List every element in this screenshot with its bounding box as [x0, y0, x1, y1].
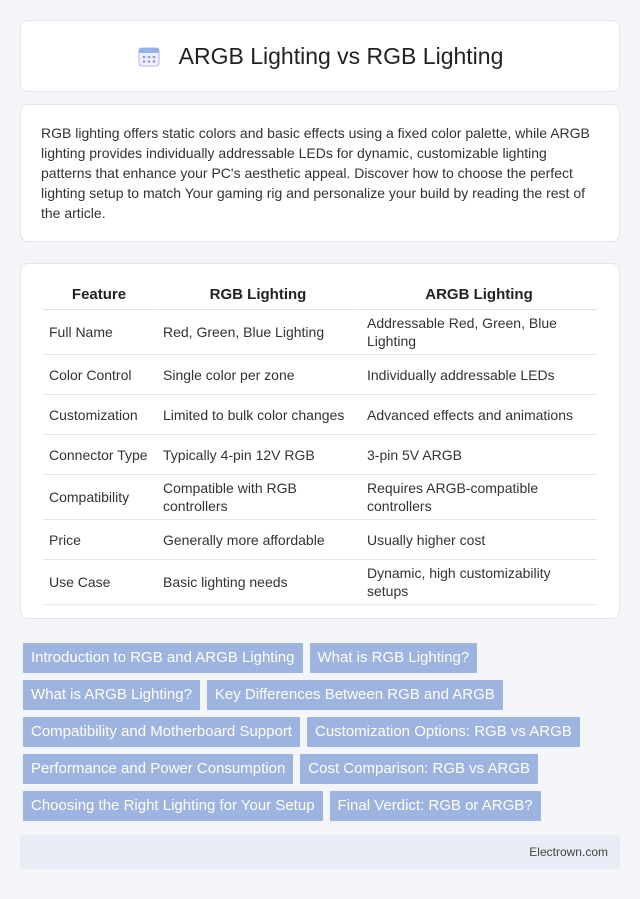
table-cell: Customization: [43, 395, 155, 435]
table-row: [43, 355, 597, 395]
table-cell: Compatible with RGB controllers: [155, 475, 359, 520]
link-performance[interactable]: Performance and Power Consumption: [23, 754, 293, 784]
table-cell: Individually addressable LEDs: [359, 355, 597, 395]
table-header-row: [43, 280, 597, 310]
link-row: [23, 680, 623, 710]
link-row: [23, 754, 623, 784]
table-cell: Requires ARGB-compatible controllers: [359, 475, 597, 520]
link-row: [23, 717, 623, 747]
comparison-table-card: [20, 263, 620, 619]
page-title: ARGB Lighting vs RGB Lighting: [178, 42, 504, 69]
table-cell: Advanced effects and animations: [359, 395, 597, 435]
table-cell: Limited to bulk color changes: [155, 395, 359, 435]
link-choosing[interactable]: Choosing the Right Lighting for Your Setup: [23, 791, 323, 821]
table-cell: Dynamic, high customizability setups: [359, 560, 597, 605]
table-row: [43, 560, 597, 605]
table-cell: Addressable Red, Green, Blue Lighting: [359, 310, 597, 355]
table-cell: Usually higher cost: [359, 520, 597, 560]
table-cell: Connector Type: [43, 435, 155, 475]
table-cell: Typically 4-pin 12V RGB: [155, 435, 359, 475]
footer-brand: Electrown.com: [529, 845, 608, 859]
table-cell: Red, Green, Blue Lighting: [155, 310, 359, 355]
column-header-feature: Feature: [43, 280, 155, 310]
table-row: [43, 395, 597, 435]
link-what-is-rgb[interactable]: What is RGB Lighting?: [310, 643, 478, 673]
calendar-icon: [137, 44, 161, 68]
table-row: [43, 310, 597, 355]
table-cell: Full Name: [43, 310, 155, 355]
link-key-differences[interactable]: Key Differences Between RGB and ARGB: [207, 680, 503, 710]
table-cell: Color Control: [43, 355, 155, 395]
intro-card: [20, 104, 620, 242]
comparison-table: [43, 280, 597, 605]
table-cell: Generally more affordable: [155, 520, 359, 560]
link-compatibility[interactable]: Compatibility and Motherboard Support: [23, 717, 300, 747]
link-final-verdict[interactable]: Final Verdict: RGB or ARGB?: [330, 791, 541, 821]
table-cell: 3-pin 5V ARGB: [359, 435, 597, 475]
link-cost-comparison[interactable]: Cost Comparison: RGB vs ARGB: [300, 754, 538, 784]
related-links: [23, 643, 623, 828]
column-header-rgb: RGB Lighting: [155, 280, 359, 310]
link-customization[interactable]: Customization Options: RGB vs ARGB: [307, 717, 580, 747]
column-header-argb: ARGB Lighting: [359, 280, 597, 310]
table-row: [43, 475, 597, 520]
link-introduction[interactable]: Introduction to RGB and ARGB Lighting: [23, 643, 303, 673]
page-header: [20, 20, 620, 92]
link-row: [23, 791, 623, 821]
intro-text: RGB lighting offers static colors and basic effects using a fixed color palette, while ARGB lighting provides individually addressable LEDs for dynamic, customizable lighting patterns that enhance your PC's aesthetic appeal. Discover how to choose the perfect lighting setup to match Your gaming rig and personalize your build by reading the rest of the article.: [41, 125, 590, 221]
table-cell: Compatibility: [43, 475, 155, 520]
link-what-is-argb[interactable]: What is ARGB Lighting?: [23, 680, 200, 710]
table-row: [43, 520, 597, 560]
link-row: [23, 643, 623, 673]
table-cell: Basic lighting needs: [155, 560, 359, 605]
table-row: [43, 435, 597, 475]
footer: [20, 835, 620, 869]
table-cell: Single color per zone: [155, 355, 359, 395]
table-cell: Price: [43, 520, 155, 560]
table-cell: Use Case: [43, 560, 155, 605]
